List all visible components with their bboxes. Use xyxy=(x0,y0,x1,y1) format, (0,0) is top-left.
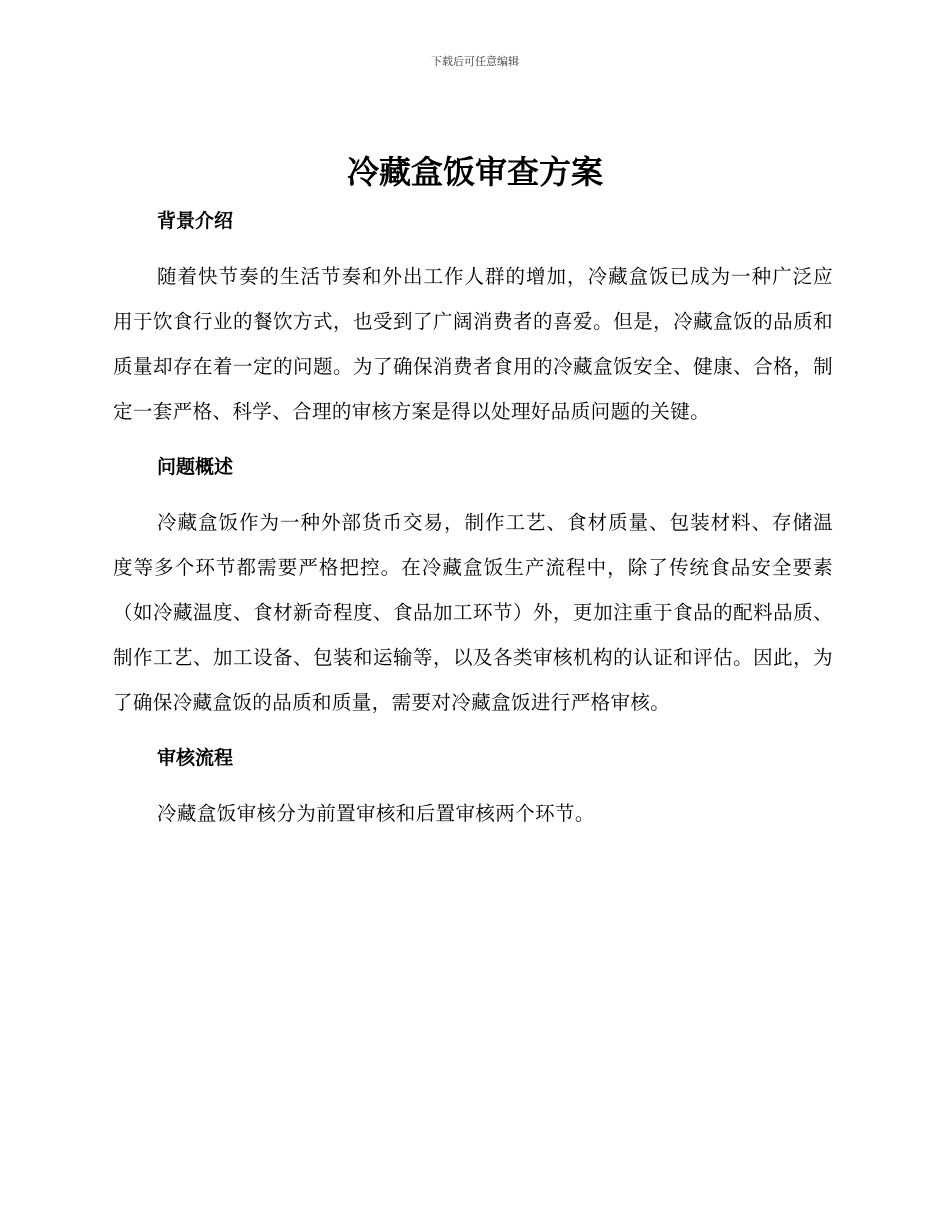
header-note: 下载后可任意编辑 xyxy=(431,55,519,68)
document-title: 冷藏盒饭审查方案 xyxy=(346,153,603,191)
section-paragraph-problem-overview: 冷藏盒饭作为一种外部货币交易，制作工艺、食材质量、包装材料、存储温度等多个环节都需要严格把控。在冷藏盒饭生产流程中，除了传统食品安全要素（如冷藏温度、食材新奇程度、食品加工环节）外，更加注重于食品的配料品质、制作工艺、加工设备、包装和运输等，以及各类审核机构的认证和评估。因此，为了确保冷藏盒饭的品质和质量，需要对冷藏盒饭进行严格审核。 xyxy=(113,511,833,714)
section-paragraph-background: 随着快节奏的生活节奏和外出工作人群的增加，冷藏盒饭已成为一种广泛应用于饮食行业的餐饮方式，也受到了广阔消费者的喜爱。但是，冷藏盒饭的品质和质量却存在着一定的问题。为了确保消费者食用的冷藏盒饭安全、健康、合格，制定一套严格、科学、合理的审核方案是得以处理好品质问题的关键。 xyxy=(113,265,833,423)
section-heading-review-process: 审核流程 xyxy=(157,747,234,769)
document-body xyxy=(113,200,833,836)
section-heading-background: 背景介绍 xyxy=(157,210,234,232)
section-paragraph-review-process: 冷藏盒饭审核分为前置审核和后置审核两个环节。 xyxy=(157,802,595,825)
section-heading-problem-overview: 问题概述 xyxy=(157,456,234,478)
